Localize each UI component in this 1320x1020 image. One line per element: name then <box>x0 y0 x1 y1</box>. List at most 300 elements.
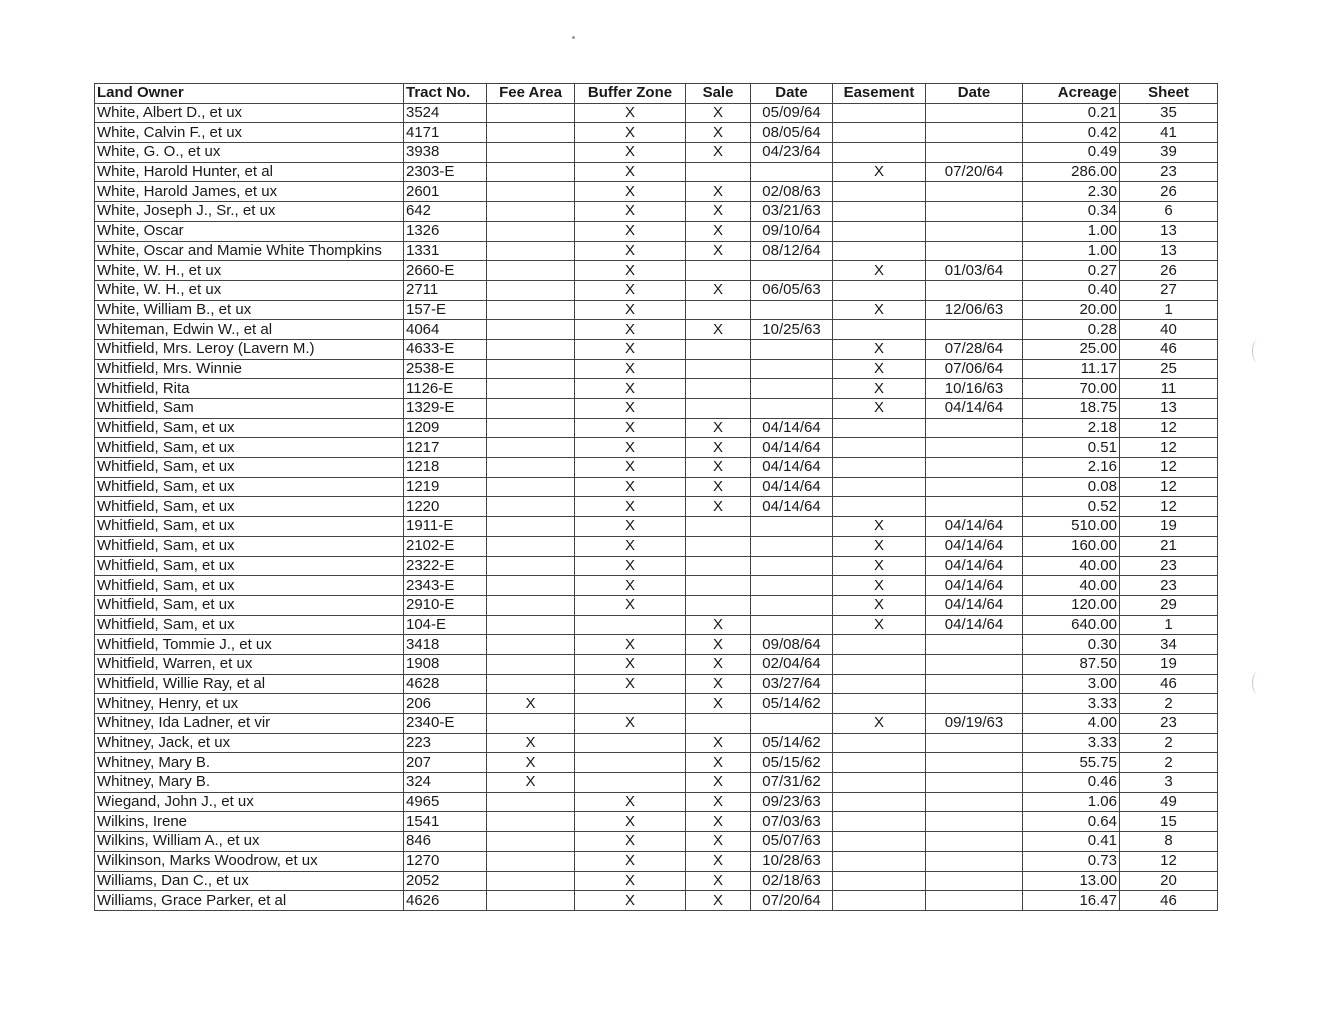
sale-date-cell: 08/05/64 <box>751 123 833 143</box>
easement-date-cell <box>926 733 1023 753</box>
acreage-cell: 40.00 <box>1023 556 1120 576</box>
sale-cell: X <box>686 123 751 143</box>
land-owner-cell: Whitney, Henry, et ux <box>95 694 404 714</box>
easement-date-cell <box>926 674 1023 694</box>
easement-cell: X <box>833 162 926 182</box>
sheet-cell: 29 <box>1120 595 1218 615</box>
sale-date-cell <box>751 714 833 734</box>
land-owner-cell: Whitfield, Warren, et ux <box>95 654 404 674</box>
buffer-zone-cell: X <box>575 379 686 399</box>
sale-cell: X <box>686 458 751 478</box>
buffer-zone-cell: X <box>575 556 686 576</box>
table-row <box>95 182 1218 202</box>
land-owner-cell: Wilkins, Irene <box>95 812 404 832</box>
buffer-zone-cell: X <box>575 221 686 241</box>
table-row <box>95 123 1218 143</box>
header-fee-area: Fee Area <box>487 84 575 104</box>
sheet-cell: 23 <box>1120 556 1218 576</box>
fee-area-cell <box>487 812 575 832</box>
land-owner-cell: White, Albert D., et ux <box>95 103 404 123</box>
easement-cell <box>833 733 926 753</box>
tract-no-cell: 1270 <box>404 851 487 871</box>
table-row <box>95 143 1218 163</box>
easement-cell <box>833 497 926 517</box>
sheet-cell: 12 <box>1120 477 1218 497</box>
buffer-zone-cell: X <box>575 477 686 497</box>
sale-cell <box>686 517 751 537</box>
easement-date-cell <box>926 182 1023 202</box>
table-row <box>95 733 1218 753</box>
easement-date-cell: 12/06/63 <box>926 300 1023 320</box>
sale-date-cell: 07/31/62 <box>751 773 833 793</box>
sheet-cell: 49 <box>1120 792 1218 812</box>
land-owner-cell: Whitfield, Sam, et ux <box>95 517 404 537</box>
tract-no-cell: 2340-E <box>404 714 487 734</box>
land-owner-cell: Whitfield, Sam, et ux <box>95 615 404 635</box>
sheet-cell: 46 <box>1120 674 1218 694</box>
table-row <box>95 339 1218 359</box>
tract-no-cell: 223 <box>404 733 487 753</box>
fee-area-cell: X <box>487 753 575 773</box>
tract-no-cell: 3418 <box>404 635 487 655</box>
acreage-cell: 1.06 <box>1023 792 1120 812</box>
easement-date-cell <box>926 221 1023 241</box>
sale-cell <box>686 714 751 734</box>
sheet-cell: 34 <box>1120 635 1218 655</box>
easement-cell <box>833 891 926 911</box>
easement-date-cell: 10/16/63 <box>926 379 1023 399</box>
fee-area-cell <box>487 891 575 911</box>
easement-date-cell: 09/19/63 <box>926 714 1023 734</box>
easement-cell <box>833 438 926 458</box>
easement-cell <box>833 123 926 143</box>
easement-date-cell <box>926 694 1023 714</box>
sheet-cell: 13 <box>1120 221 1218 241</box>
table-row <box>95 576 1218 596</box>
acreage-cell: 4.00 <box>1023 714 1120 734</box>
sheet-cell: 25 <box>1120 359 1218 379</box>
tract-no-cell: 324 <box>404 773 487 793</box>
table-row <box>95 536 1218 556</box>
land-owner-cell: Whitney, Mary B. <box>95 753 404 773</box>
easement-cell: X <box>833 595 926 615</box>
sale-date-cell: 10/28/63 <box>751 851 833 871</box>
easement-cell <box>833 477 926 497</box>
table-row <box>95 261 1218 281</box>
land-owner-cell: Williams, Grace Parker, et al <box>95 891 404 911</box>
acreage-cell: 18.75 <box>1023 399 1120 419</box>
land-owner-table <box>94 83 1218 911</box>
sale-date-cell: 02/08/63 <box>751 182 833 202</box>
easement-cell <box>833 202 926 222</box>
scan-margin-mark <box>1252 672 1263 694</box>
easement-date-cell: 04/14/64 <box>926 576 1023 596</box>
buffer-zone-cell: X <box>575 595 686 615</box>
sheet-cell: 2 <box>1120 694 1218 714</box>
buffer-zone-cell: X <box>575 832 686 852</box>
sale-cell: X <box>686 280 751 300</box>
table-row <box>95 221 1218 241</box>
buffer-zone-cell: X <box>575 812 686 832</box>
sale-date-cell <box>751 399 833 419</box>
acreage-cell: 87.50 <box>1023 654 1120 674</box>
fee-area-cell <box>487 300 575 320</box>
sheet-cell: 1 <box>1120 615 1218 635</box>
sale-cell: X <box>686 753 751 773</box>
sale-cell <box>686 536 751 556</box>
easement-date-cell <box>926 202 1023 222</box>
sale-cell <box>686 359 751 379</box>
sale-cell: X <box>686 871 751 891</box>
fee-area-cell <box>487 851 575 871</box>
sale-date-cell: 03/21/63 <box>751 202 833 222</box>
sale-date-cell <box>751 300 833 320</box>
fee-area-cell <box>487 280 575 300</box>
fee-area-cell <box>487 359 575 379</box>
fee-area-cell <box>487 182 575 202</box>
fee-area-cell <box>487 615 575 635</box>
land-owner-cell: Wilkins, William A., et ux <box>95 832 404 852</box>
sale-cell: X <box>686 477 751 497</box>
tract-no-cell: 2601 <box>404 182 487 202</box>
buffer-zone-cell: X <box>575 300 686 320</box>
table-row <box>95 714 1218 734</box>
sale-cell <box>686 595 751 615</box>
tract-no-cell: 1219 <box>404 477 487 497</box>
sale-date-cell: 08/12/64 <box>751 241 833 261</box>
fee-area-cell <box>487 320 575 340</box>
sheet-cell: 26 <box>1120 182 1218 202</box>
table-row <box>95 694 1218 714</box>
header-buffer-zone: Buffer Zone <box>575 84 686 104</box>
land-owner-cell: White, Calvin F., et ux <box>95 123 404 143</box>
sale-cell: X <box>686 320 751 340</box>
fee-area-cell <box>487 556 575 576</box>
sale-date-cell: 04/14/64 <box>751 497 833 517</box>
acreage-cell: 3.33 <box>1023 694 1120 714</box>
sale-cell <box>686 576 751 596</box>
table-row <box>95 477 1218 497</box>
sheet-cell: 26 <box>1120 261 1218 281</box>
acreage-cell: 0.40 <box>1023 280 1120 300</box>
acreage-cell: 286.00 <box>1023 162 1120 182</box>
tract-no-cell: 4628 <box>404 674 487 694</box>
sheet-cell: 39 <box>1120 143 1218 163</box>
buffer-zone-cell: X <box>575 399 686 419</box>
fee-area-cell <box>487 654 575 674</box>
table-row <box>95 615 1218 635</box>
land-owner-cell: White, W. H., et ux <box>95 261 404 281</box>
fee-area-cell <box>487 595 575 615</box>
fee-area-cell <box>487 241 575 261</box>
tract-no-cell: 4064 <box>404 320 487 340</box>
buffer-zone-cell <box>575 694 686 714</box>
sale-date-cell: 05/14/62 <box>751 733 833 753</box>
acreage-cell: 20.00 <box>1023 300 1120 320</box>
tract-no-cell: 4633-E <box>404 339 487 359</box>
sheet-cell: 13 <box>1120 241 1218 261</box>
acreage-cell: 2.18 <box>1023 418 1120 438</box>
sale-date-cell: 04/14/64 <box>751 438 833 458</box>
tract-no-cell: 3938 <box>404 143 487 163</box>
buffer-zone-cell: X <box>575 536 686 556</box>
easement-cell: X <box>833 399 926 419</box>
easement-date-cell <box>926 103 1023 123</box>
land-owner-cell: White, Harold Hunter, et al <box>95 162 404 182</box>
easement-cell: X <box>833 261 926 281</box>
land-owner-cell: Whitfield, Tommie J., et ux <box>95 635 404 655</box>
fee-area-cell <box>487 517 575 537</box>
land-owner-cell: Whitfield, Willie Ray, et al <box>95 674 404 694</box>
tract-no-cell: 1326 <box>404 221 487 241</box>
sale-date-cell: 07/03/63 <box>751 812 833 832</box>
sheet-cell: 12 <box>1120 418 1218 438</box>
easement-date-cell <box>926 891 1023 911</box>
sale-cell <box>686 399 751 419</box>
sale-cell: X <box>686 143 751 163</box>
easement-date-cell: 01/03/64 <box>926 261 1023 281</box>
land-owner-cell: White, Oscar <box>95 221 404 241</box>
acreage-cell: 0.41 <box>1023 832 1120 852</box>
buffer-zone-cell: X <box>575 458 686 478</box>
table-row <box>95 418 1218 438</box>
acreage-cell: 0.46 <box>1023 773 1120 793</box>
acreage-cell: 2.30 <box>1023 182 1120 202</box>
fee-area-cell <box>487 418 575 438</box>
fee-area-cell <box>487 123 575 143</box>
sale-cell: X <box>686 832 751 852</box>
acreage-cell: 2.16 <box>1023 458 1120 478</box>
header-sale-date: Date <box>751 84 833 104</box>
easement-cell <box>833 871 926 891</box>
buffer-zone-cell: X <box>575 241 686 261</box>
sheet-cell: 12 <box>1120 497 1218 517</box>
fee-area-cell <box>487 497 575 517</box>
fee-area-cell <box>487 339 575 359</box>
fee-area-cell <box>487 458 575 478</box>
tract-no-cell: 1218 <box>404 458 487 478</box>
easement-date-cell: 04/14/64 <box>926 536 1023 556</box>
table-row <box>95 359 1218 379</box>
easement-date-cell: 04/14/64 <box>926 517 1023 537</box>
acreage-cell: 0.49 <box>1023 143 1120 163</box>
header-tract-no: Tract No. <box>404 84 487 104</box>
sale-date-cell: 10/25/63 <box>751 320 833 340</box>
table-row <box>95 517 1218 537</box>
easement-cell <box>833 103 926 123</box>
land-owner-cell: Whitfield, Sam, et ux <box>95 458 404 478</box>
scan-margin-mark <box>1252 340 1263 362</box>
easement-cell <box>833 753 926 773</box>
land-owner-cell: Whitfield, Sam, et ux <box>95 576 404 596</box>
sheet-cell: 1 <box>1120 300 1218 320</box>
buffer-zone-cell: X <box>575 576 686 596</box>
buffer-zone-cell: X <box>575 261 686 281</box>
table-row <box>95 635 1218 655</box>
sheet-cell: 2 <box>1120 733 1218 753</box>
tract-no-cell: 104-E <box>404 615 487 635</box>
tract-no-cell: 157-E <box>404 300 487 320</box>
easement-cell: X <box>833 517 926 537</box>
easement-date-cell: 07/20/64 <box>926 162 1023 182</box>
land-owner-cell: Whitfield, Sam, et ux <box>95 477 404 497</box>
sale-date-cell <box>751 536 833 556</box>
acreage-cell: 0.21 <box>1023 103 1120 123</box>
easement-cell <box>833 694 926 714</box>
easement-date-cell <box>926 123 1023 143</box>
sale-cell <box>686 300 751 320</box>
sheet-cell: 19 <box>1120 654 1218 674</box>
sale-cell: X <box>686 773 751 793</box>
easement-date-cell <box>926 477 1023 497</box>
acreage-cell: 0.64 <box>1023 812 1120 832</box>
fee-area-cell: X <box>487 733 575 753</box>
sheet-cell: 3 <box>1120 773 1218 793</box>
easement-cell: X <box>833 615 926 635</box>
sale-date-cell: 09/10/64 <box>751 221 833 241</box>
land-owner-cell: Whitfield, Mrs. Leroy (Lavern M.) <box>95 339 404 359</box>
acreage-cell: 510.00 <box>1023 517 1120 537</box>
fee-area-cell <box>487 792 575 812</box>
table-row <box>95 241 1218 261</box>
easement-cell <box>833 320 926 340</box>
tract-no-cell: 2303-E <box>404 162 487 182</box>
land-owner-cell: Whitfield, Sam, et ux <box>95 556 404 576</box>
sale-cell: X <box>686 891 751 911</box>
acreage-cell: 0.08 <box>1023 477 1120 497</box>
sheet-cell: 11 <box>1120 379 1218 399</box>
sale-date-cell: 03/27/64 <box>751 674 833 694</box>
tract-no-cell: 4965 <box>404 792 487 812</box>
easement-cell <box>833 221 926 241</box>
sale-date-cell: 04/23/64 <box>751 143 833 163</box>
easement-cell <box>833 241 926 261</box>
easement-cell <box>833 812 926 832</box>
acreage-cell: 0.30 <box>1023 635 1120 655</box>
easement-cell <box>833 654 926 674</box>
sale-date-cell <box>751 379 833 399</box>
easement-cell <box>833 773 926 793</box>
easement-date-cell <box>926 143 1023 163</box>
sale-cell: X <box>686 103 751 123</box>
easement-date-cell: 04/14/64 <box>926 615 1023 635</box>
easement-date-cell <box>926 851 1023 871</box>
sheet-cell: 46 <box>1120 339 1218 359</box>
sale-cell: X <box>686 202 751 222</box>
sale-date-cell <box>751 261 833 281</box>
tract-no-cell: 2711 <box>404 280 487 300</box>
tract-no-cell: 3524 <box>404 103 487 123</box>
fee-area-cell <box>487 221 575 241</box>
header-easement-date: Date <box>926 84 1023 104</box>
sheet-cell: 19 <box>1120 517 1218 537</box>
tract-no-cell: 2910-E <box>404 595 487 615</box>
tract-no-cell: 1331 <box>404 241 487 261</box>
easement-cell <box>833 280 926 300</box>
easement-date-cell <box>926 320 1023 340</box>
sale-cell: X <box>686 812 751 832</box>
fee-area-cell <box>487 103 575 123</box>
table-row <box>95 438 1218 458</box>
sale-cell: X <box>686 418 751 438</box>
buffer-zone-cell <box>575 615 686 635</box>
tract-no-cell: 2102-E <box>404 536 487 556</box>
tract-no-cell: 1217 <box>404 438 487 458</box>
fee-area-cell <box>487 714 575 734</box>
sale-date-cell: 09/08/64 <box>751 635 833 655</box>
fee-area-cell <box>487 438 575 458</box>
tract-no-cell: 1126-E <box>404 379 487 399</box>
tract-no-cell: 4626 <box>404 891 487 911</box>
buffer-zone-cell: X <box>575 123 686 143</box>
sale-date-cell <box>751 339 833 359</box>
buffer-zone-cell: X <box>575 891 686 911</box>
land-owner-cell: Wilkinson, Marks Woodrow, et ux <box>95 851 404 871</box>
table-row <box>95 812 1218 832</box>
tract-no-cell: 642 <box>404 202 487 222</box>
tract-no-cell: 206 <box>404 694 487 714</box>
buffer-zone-cell <box>575 733 686 753</box>
buffer-zone-cell <box>575 773 686 793</box>
fee-area-cell <box>487 261 575 281</box>
sale-date-cell: 06/05/63 <box>751 280 833 300</box>
buffer-zone-cell: X <box>575 418 686 438</box>
sheet-cell: 13 <box>1120 399 1218 419</box>
sale-cell: X <box>686 654 751 674</box>
easement-cell <box>833 674 926 694</box>
easement-date-cell <box>926 438 1023 458</box>
acreage-cell: 0.51 <box>1023 438 1120 458</box>
table-row <box>95 320 1218 340</box>
land-owner-cell: White, Oscar and Mamie White Thompkins <box>95 241 404 261</box>
table-row <box>95 162 1218 182</box>
fee-area-cell <box>487 635 575 655</box>
table-row <box>95 773 1218 793</box>
easement-date-cell: 04/14/64 <box>926 595 1023 615</box>
table-row <box>95 674 1218 694</box>
sale-date-cell: 04/14/64 <box>751 458 833 478</box>
easement-cell: X <box>833 300 926 320</box>
land-owner-cell: Whitney, Mary B. <box>95 773 404 793</box>
sale-date-cell <box>751 576 833 596</box>
acreage-cell: 0.27 <box>1023 261 1120 281</box>
land-owner-cell: Whitfield, Sam, et ux <box>95 536 404 556</box>
sale-cell: X <box>686 241 751 261</box>
sale-cell <box>686 556 751 576</box>
land-owner-cell: Whitney, Ida Ladner, et vir <box>95 714 404 734</box>
sale-cell: X <box>686 792 751 812</box>
acreage-cell: 640.00 <box>1023 615 1120 635</box>
sheet-cell: 41 <box>1120 123 1218 143</box>
table-row <box>95 792 1218 812</box>
easement-cell: X <box>833 576 926 596</box>
sheet-cell: 27 <box>1120 280 1218 300</box>
easement-cell <box>833 635 926 655</box>
land-owner-cell: Williams, Dan C., et ux <box>95 871 404 891</box>
buffer-zone-cell: X <box>575 517 686 537</box>
easement-date-cell <box>926 654 1023 674</box>
acreage-cell: 1.00 <box>1023 221 1120 241</box>
sale-date-cell <box>751 359 833 379</box>
table-row <box>95 202 1218 222</box>
easement-date-cell: 07/06/64 <box>926 359 1023 379</box>
table-row <box>95 753 1218 773</box>
table-row <box>95 891 1218 911</box>
tract-no-cell: 1329-E <box>404 399 487 419</box>
easement-cell <box>833 851 926 871</box>
fee-area-cell <box>487 536 575 556</box>
acreage-cell: 40.00 <box>1023 576 1120 596</box>
